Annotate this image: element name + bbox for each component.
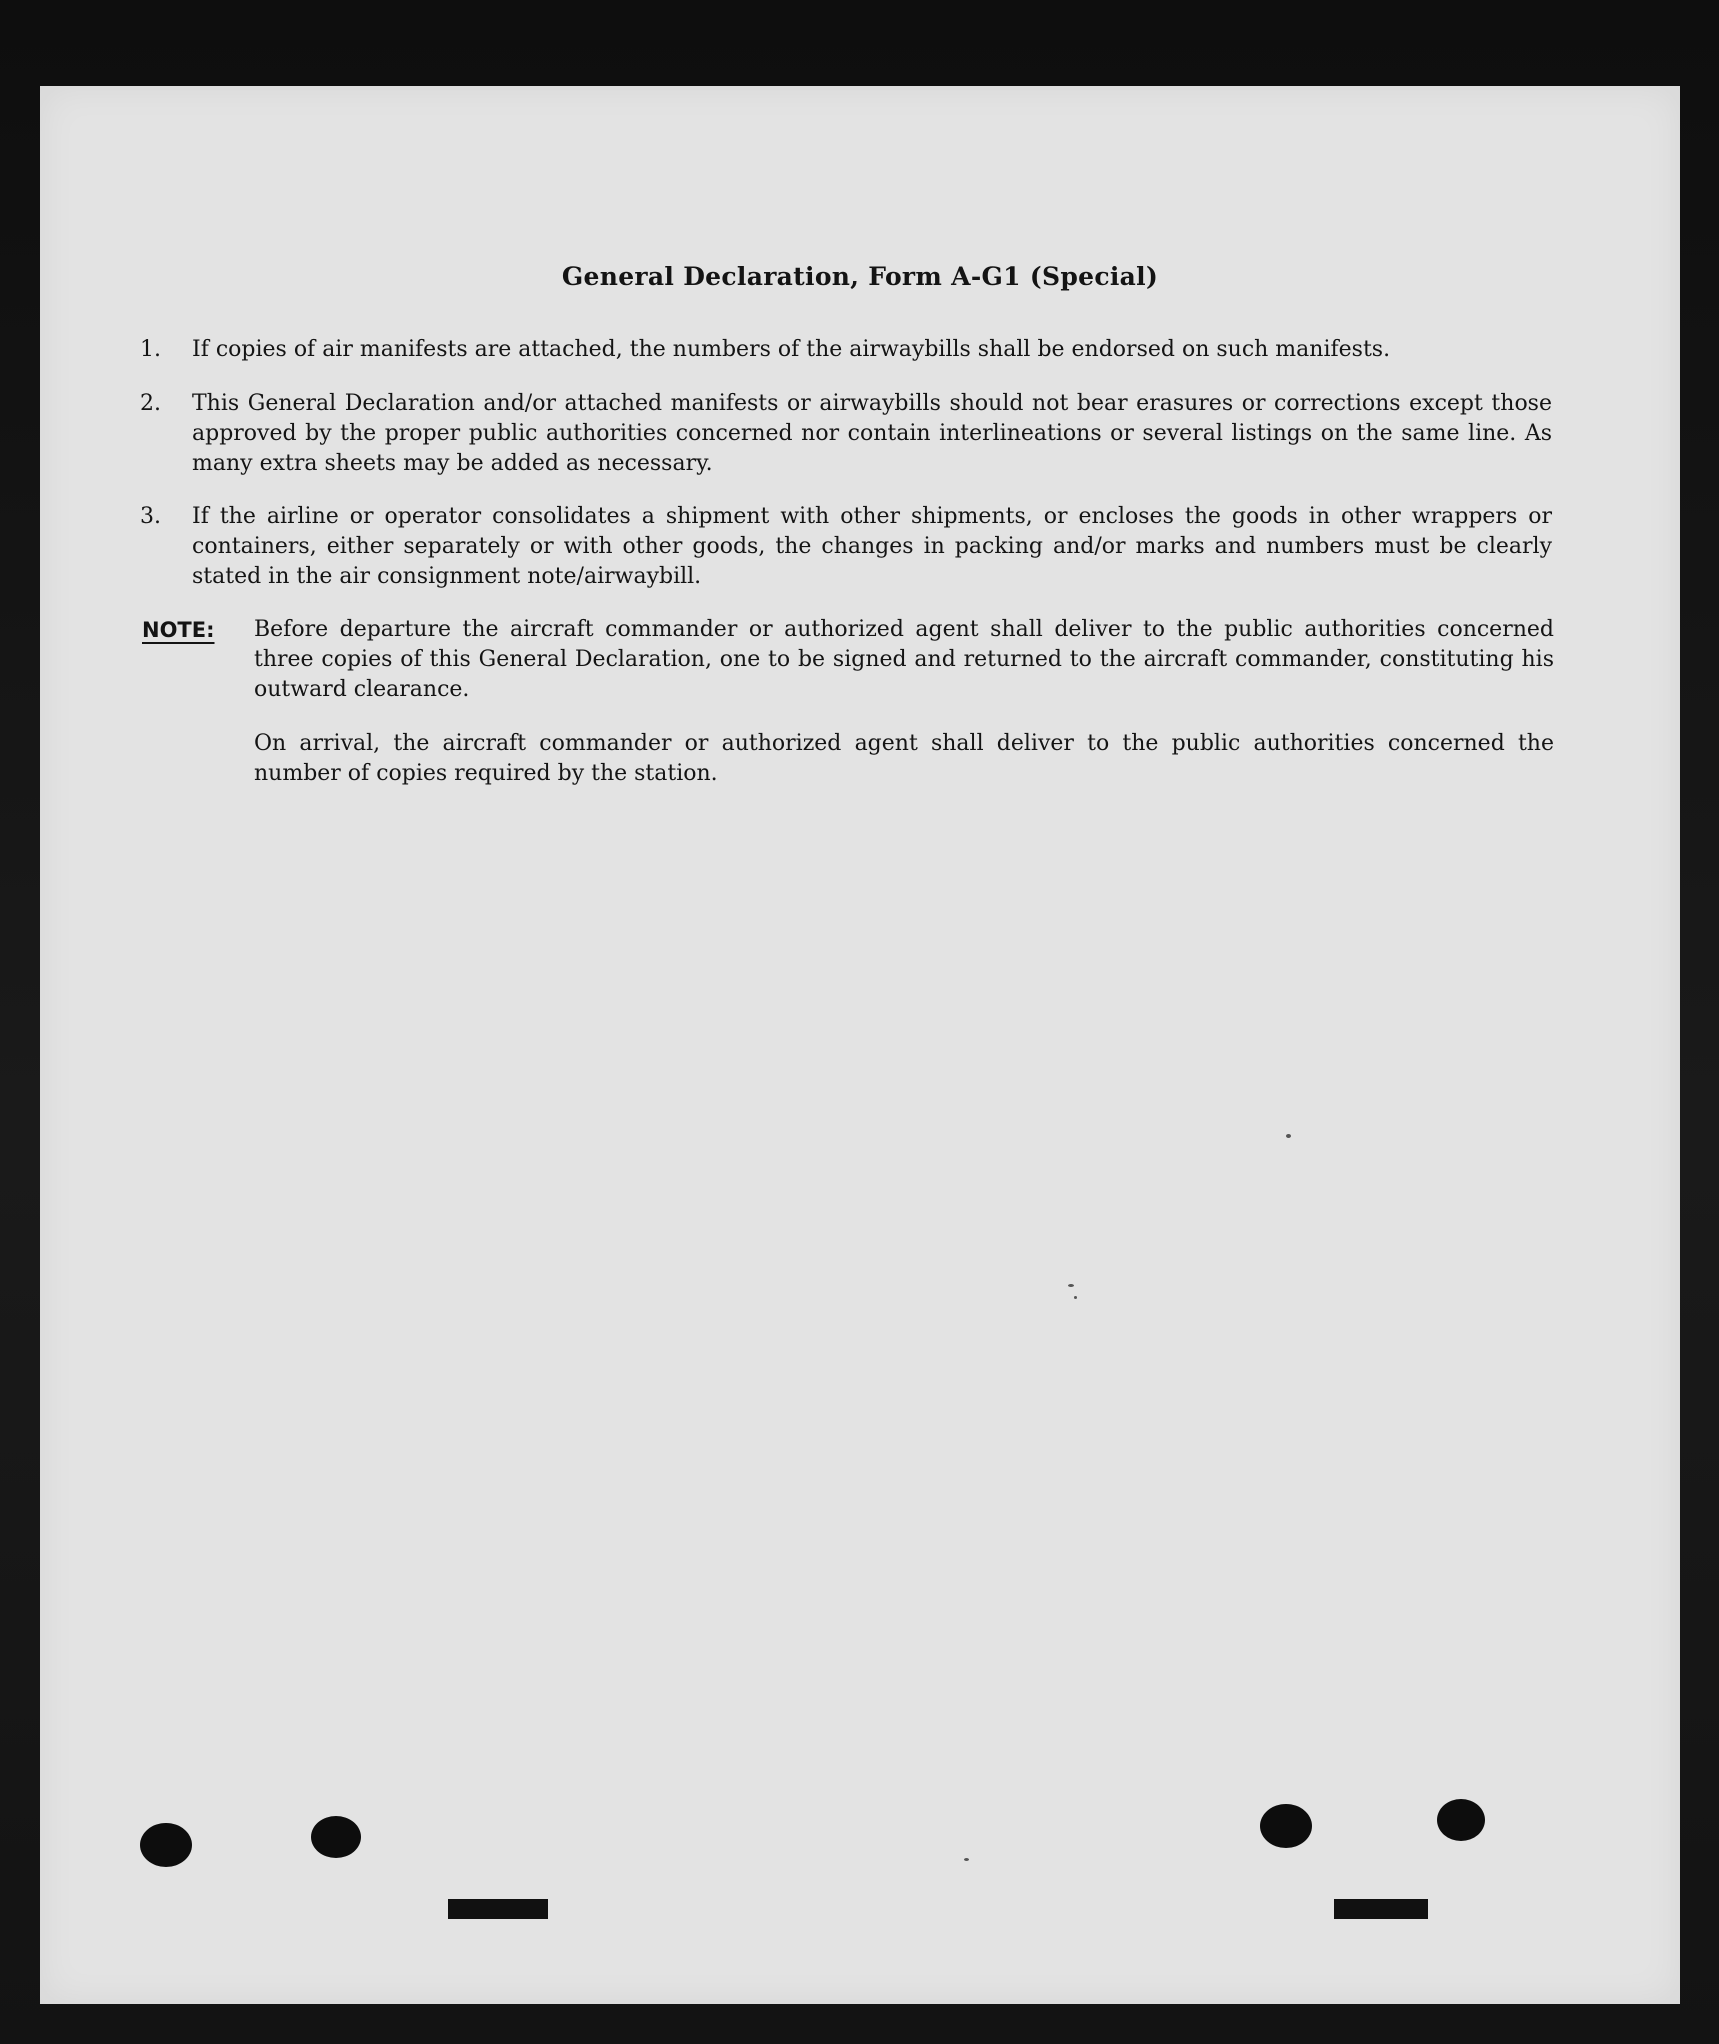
punch-hole (1437, 1799, 1485, 1841)
paper-speck (1068, 1284, 1074, 1287)
note-arrival-text: On arrival, the aircraft commander or authorized agent shall deliver to the public authorities concerned the number of copies required by the station. (254, 731, 1554, 786)
paper-speck (1074, 1296, 1077, 1299)
item-number: 2. (140, 391, 161, 416)
binding-clip (448, 1899, 548, 1919)
item-text: If the airline or operator consolidates a shipment with other shipments, or encloses the goods in other wrappers or containers, either separately or with other goods, the changes in packing and/or marks and numbers must be clearly stated in the air consignment note/airwaybill. (192, 504, 1552, 589)
note-departure-text: Before departure the aircraft commander or authorized agent shall deliver to the public authorities concerned three copies of this General Declaration, one to be signed and returned to the aircraft commander, constituting his outward clearance. (254, 617, 1554, 702)
item-text: This General Declaration and/or attached manifests or airwaybills should not bear erasures or corrections except those approved by the proper public authorities concerned nor contain interlineations or several listings on the same line. As many extra sheets may be added as necessary. (192, 391, 1552, 476)
instruction-item-3 (140, 502, 1560, 594)
paper-speck (1286, 1134, 1291, 1138)
paper-speck (964, 1858, 969, 1861)
item-number: 3. (140, 504, 161, 529)
instruction-item-2 (140, 389, 1560, 481)
punch-hole (311, 1816, 361, 1858)
item-text: If copies of air manifests are attached, the numbers of the airwaybills shall be endorsed on such manifests. (192, 337, 1391, 362)
instruction-item-1 (140, 335, 1560, 367)
item-number: 1. (140, 337, 161, 362)
note-label: NOTE: (142, 618, 215, 642)
punch-hole (1260, 1804, 1312, 1848)
binding-clip (1334, 1899, 1428, 1919)
document-page (40, 86, 1680, 2004)
document-title: General Declaration, Form A-G1 (Special) (561, 262, 1159, 291)
punch-hole (140, 1823, 192, 1867)
